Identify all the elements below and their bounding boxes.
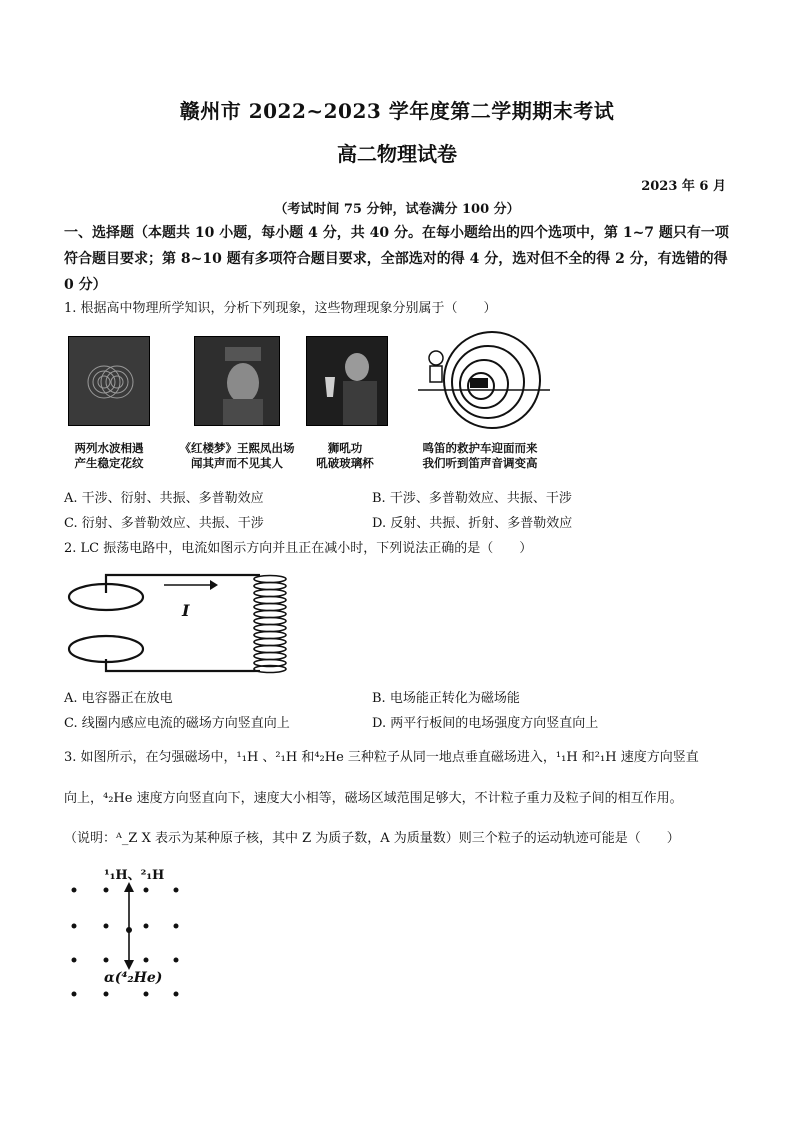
doppler-wavefront-icon xyxy=(418,328,550,432)
actress-portrait-icon xyxy=(195,337,279,425)
question-2-stem: 2. LC 振荡电路中，电流如图示方向并且正在减小时，下列说法正确的是（ ） xyxy=(64,541,533,556)
caption-red-chamber: 《红楼梦》王熙凤出场 闻其声而不见其人 xyxy=(179,441,295,470)
question-3-line3: （说明：ᴬ_Z X 表示为某种原子核，其中 Z 为质子数，A 为质量数）则三个粒子的运动轨迹可能是（ ） xyxy=(64,831,680,846)
q1-option-b[interactable]: B. 干涉、多普勒效应、共振、干涉 xyxy=(372,491,572,506)
q2-option-b[interactable]: B. 电场能正转化为磁场能 xyxy=(372,691,520,706)
caption-water-waves: 两列水波相遇 产生稳定花纹 xyxy=(74,441,144,470)
q1-option-a[interactable]: A. 干涉、衍射、共振、多普勒效应 xyxy=(64,491,264,506)
lion-roar-glass-photo xyxy=(306,336,388,426)
q2-option-a[interactable]: A. 电容器正在放电 xyxy=(64,691,173,706)
current-label: I xyxy=(182,601,190,620)
caption-ambulance: 鸣笛的救护车迎面而来 我们听到笛声音调变高 xyxy=(422,441,538,470)
lc-circuit-svg xyxy=(64,567,300,679)
exam-info: （考试时间 75 分钟，试卷满分 100 分） xyxy=(274,202,520,217)
caption-lion-roar: 狮吼功 吼破玻璃杯 xyxy=(316,441,374,470)
exam-date: 2023 年 6 月 xyxy=(641,179,726,194)
magnetic-field-diagram xyxy=(60,862,200,1006)
lc-circuit-diagram xyxy=(64,567,300,679)
q2-option-c[interactable]: C. 线圈内感应电流的磁场方向竖直向上 xyxy=(64,716,290,731)
section-instructions: 一、选择题（本题共 10 小题，每小题 4 分，共 40 分。在每小题给出的四个选项中，第 1~7 题只有一项符合题目要求；第 8~10 题有多项符合题目要求，全部选对的得 4 分，选对但不全的得 2 分，有选错的得 0 分） xyxy=(64,225,729,293)
question-3-line2: 向上，⁴₂He 速度方向竖直向下，速度大小相等，磁场区域范围足够大，不计粒子重力及粒子间的相互作用。 xyxy=(64,791,683,806)
question-3-line1: 3. 如图所示，在匀强磁场中，¹₁H 、²₁H 和⁴₂He 三种粒子从同一地点垂直磁场进入，¹₁H 和²₁H 速度方向竖直 xyxy=(64,750,699,765)
question-1-stem: 1. 根据高中物理所学知识，分析下列现象，这些物理现象分别属于（ ） xyxy=(64,301,497,316)
label-hydrogen-isotopes: ¹₁H、²₁H xyxy=(104,868,165,883)
q2-option-d[interactable]: D. 两平行板间的电场强度方向竖直向上 xyxy=(372,716,599,731)
exam-title: 赣州市 2022~2023 学年度第二学期期末考试 xyxy=(179,99,615,123)
q1-option-c[interactable]: C. 衍射、多普勒效应、共振、干涉 xyxy=(64,516,264,531)
doppler-ambulance-diagram xyxy=(418,328,550,432)
man-breaking-glass-icon xyxy=(307,337,387,425)
red-chamber-still-photo xyxy=(194,336,280,426)
q1-option-d[interactable]: D. 反射、共振、折射、多普勒效应 xyxy=(372,516,573,531)
interference-pattern-icon xyxy=(69,337,149,425)
label-alpha-particle: α(⁴₂He) xyxy=(104,970,163,986)
water-wave-interference-photo xyxy=(68,336,150,426)
exam-subtitle: 高二物理试卷 xyxy=(337,142,457,166)
